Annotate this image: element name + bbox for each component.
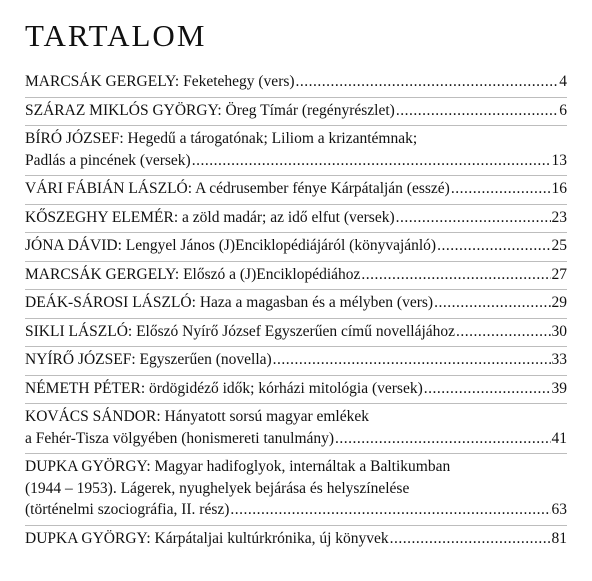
page-number: 63 <box>551 501 567 518</box>
entry-author: KOVÁCS SÁNDOR <box>25 408 157 425</box>
entry-author: JÓNA DÁVID <box>25 237 118 254</box>
toc-entry-line <box>25 478 567 500</box>
toc-entry-text: MARCSÁK GERGELY: Feketehegy (vers) <box>25 73 295 90</box>
toc-entry-text: DUPKA GYÖRGY: Magyar hadifoglyok, internáltak a Baltikumban <box>25 458 451 475</box>
toc-entry-line <box>25 349 567 371</box>
toc-entry <box>25 404 567 454</box>
entry-title: ördögidéző idők; kórházi mitológia (versek) <box>149 379 423 397</box>
toc-entry-text <box>25 478 409 500</box>
entry-author: DEÁK-SÁROSI LÁSZLÓ <box>25 294 192 311</box>
entry-title: Magyar hadifoglyok, internáltak a Baltikumban <box>154 458 451 475</box>
dot-leader <box>296 71 559 93</box>
dot-leader <box>273 349 551 371</box>
toc-entry <box>25 233 567 262</box>
entry-title: Padlás a pincének (versek) <box>25 151 191 169</box>
page-number: 39 <box>551 379 567 397</box>
toc-entry <box>25 262 567 291</box>
toc-entry-line <box>25 264 567 286</box>
dot-leader <box>437 235 550 257</box>
entry-title: Egyszerűen (novella) <box>139 351 272 368</box>
page-number: 29 <box>551 294 567 311</box>
toc-entry-line <box>25 150 567 172</box>
entry-author: NYÍRŐ JÓZSEF <box>25 351 132 368</box>
toc-entry-line <box>25 456 567 478</box>
toc-entry-text: JÓNA DÁVID: Lengyel János (J)Enciklopédiájáról (könyvajánló) <box>25 237 437 254</box>
toc-entry-text: DUPKA GYÖRGY: Kárpátaljai kultúrkrónika, új könyvek <box>25 529 389 547</box>
toc-entry-text: NYÍRŐ JÓZSEF: Egyszerűen (novella) <box>25 351 272 368</box>
toc-entry-line <box>25 71 567 93</box>
entry-author: SZÁRAZ MIKLÓS GYÖRGY <box>25 101 218 119</box>
entry-title: Hányatott sorsú magyar emlékek <box>164 408 369 425</box>
toc-entry-text <box>25 150 191 172</box>
toc-entry <box>25 526 567 554</box>
page-number: 81 <box>551 529 567 547</box>
entry-author: MARCSÁK GERGELY <box>25 265 175 283</box>
page-number: 27 <box>551 265 567 283</box>
entry-title: Hegedű a tárogatónak; Liliom a krizantémnak; <box>127 130 418 147</box>
toc-entry-line <box>25 292 567 314</box>
toc-entry <box>25 347 567 376</box>
toc-entry-text: MARCSÁK GERGELY: Előszó a (J)Enciklopédiához <box>25 265 361 283</box>
toc-entry-text: SZÁRAZ MIKLÓS GYÖRGY: Öreg Tímár (regényrészlet) <box>25 101 395 119</box>
toc-entry-text: SIKLI LÁSZLÓ: Előszó Nyírő József Egyszerűen című novellájához <box>25 322 456 340</box>
toc-entry <box>25 205 567 234</box>
dot-leader <box>434 292 550 314</box>
toc-entry <box>25 319 567 348</box>
page-number: 16 <box>551 180 567 197</box>
dot-leader <box>192 150 551 172</box>
dot-leader <box>424 378 551 400</box>
entry-author: VÁRI FÁBIÁN LÁSZLÓ <box>25 180 188 197</box>
entry-title: A cédrusember fénye Kárpátalján (esszé) <box>195 180 450 197</box>
toc-entry-line <box>25 100 567 122</box>
dot-leader <box>396 100 558 122</box>
page-number: 30 <box>551 322 567 340</box>
page-number: 25 <box>551 237 567 254</box>
entry-title: Feketehegy (vers) <box>183 73 295 90</box>
toc-entry-text: KŐSZEGHY ELEMÉR: a zöld madár; az idő elfut (versek) <box>25 208 395 226</box>
toc-entry-text <box>25 499 229 521</box>
page-number: 23 <box>551 208 567 226</box>
toc-entry-text: VÁRI FÁBIÁN LÁSZLÓ: A cédrusember fénye Kárpátalján (esszé) <box>25 180 450 197</box>
toc-entry-line <box>25 378 567 400</box>
entry-title: Lengyel János (J)Enciklopédiájáról (könyvajánló) <box>125 237 437 254</box>
page-number: 4 <box>559 73 567 90</box>
entry-title: a zöld madár; az idő elfut (versek) <box>182 208 395 226</box>
dot-leader <box>361 264 550 286</box>
toc-entry <box>25 69 567 98</box>
dot-leader <box>390 528 551 550</box>
toc-entry-line <box>25 235 567 257</box>
page-number: 41 <box>551 429 567 447</box>
toc-entry <box>25 290 567 319</box>
toc-entry-line <box>25 528 567 550</box>
toc-entry-line <box>25 428 567 450</box>
toc-entry <box>25 376 567 405</box>
entry-title: Öreg Tímár (regényrészlet) <box>225 101 395 119</box>
page-number: 6 <box>559 101 567 119</box>
toc-entry-text: NÉMETH PÉTER: ördögidéző idők; kórházi mitológia (versek) <box>25 379 423 397</box>
toc-list <box>25 69 567 553</box>
toc-entry <box>25 126 567 176</box>
toc-entry-text: DEÁK-SÁROSI LÁSZLÓ: Haza a magasban és a mélyben (vers) <box>25 294 434 311</box>
entry-title: Haza a magasban és a mélyben (vers) <box>199 294 434 311</box>
toc-entry-text: KOVÁCS SÁNDOR: Hányatott sorsú magyar emlékek <box>25 408 369 425</box>
entry-title: (történelmi szociográfia, II. rész) <box>25 501 230 518</box>
toc-entry <box>25 454 567 526</box>
page-title: TARTALOM <box>25 18 207 53</box>
toc-entry-text <box>25 428 334 450</box>
entry-title: Előszó a (J)Enciklopédiához <box>183 265 361 283</box>
dot-leader <box>335 428 550 450</box>
entry-author: SIKLI LÁSZLÓ <box>25 322 128 340</box>
entry-author: MARCSÁK GERGELY <box>25 73 175 90</box>
entry-title: Előszó Nyírő József Egyszerűen című novellájához <box>136 322 456 340</box>
dot-leader <box>456 321 550 343</box>
entry-author: NÉMETH PÉTER <box>25 379 141 397</box>
dot-leader <box>451 178 551 200</box>
entry-author: KŐSZEGHY ELEMÉR <box>25 208 174 226</box>
toc-entry-line <box>25 499 567 521</box>
toc-entry-line <box>25 207 567 229</box>
entry-author: BÍRÓ JÓZSEF <box>25 130 120 147</box>
entry-author: DUPKA GYÖRGY <box>25 458 147 475</box>
entry-title: Kárpátaljai kultúrkrónika, új könyvek <box>154 529 389 547</box>
dot-leader <box>396 207 551 229</box>
entry-title: a Fehér-Tisza völgyében (honismereti tanulmány) <box>25 429 335 447</box>
toc-entry-line <box>25 178 567 200</box>
toc-entry-line <box>25 321 567 343</box>
page-number: 13 <box>551 151 567 169</box>
dot-leader <box>230 499 550 521</box>
toc-entry-line <box>25 406 567 428</box>
toc-entry-line <box>25 128 567 150</box>
toc-entry <box>25 98 567 127</box>
entry-author: DUPKA GYÖRGY <box>25 529 147 547</box>
toc-entry <box>25 176 567 205</box>
entry-title: (1944 – 1953). Lágerek, nyughelyek bejárása és helyszínelése <box>25 479 410 497</box>
toc-entry-text: BÍRÓ JÓZSEF: Hegedű a tárogatónak; Liliom a krizantémnak; <box>25 130 418 147</box>
page-number: 33 <box>551 351 567 368</box>
